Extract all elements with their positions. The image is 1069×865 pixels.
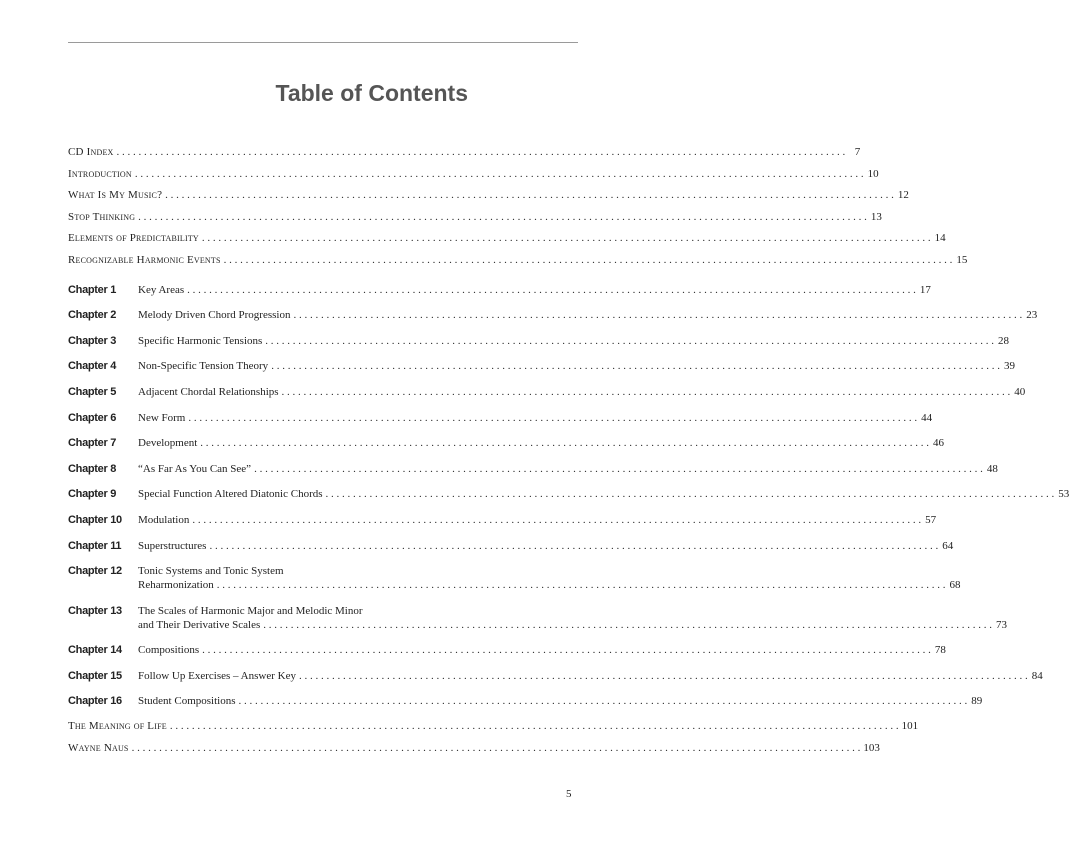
chapter-entry — [68, 539, 954, 553]
chapter-label: Chapter 12 — [68, 565, 122, 578]
chapter-body — [138, 694, 982, 708]
chapter-label: Chapter 10 — [68, 513, 122, 526]
chapter-entry — [68, 283, 931, 297]
chapter-title-line — [138, 334, 1009, 348]
dot-leader — [132, 742, 861, 754]
chapter-body — [138, 308, 1037, 322]
chapter-label: Chapter 11 — [68, 539, 122, 552]
toc-entry — [68, 210, 882, 223]
chapter-title-line — [138, 411, 932, 425]
dot-leader — [326, 487, 1055, 501]
chapter-title-line — [138, 487, 1069, 501]
chapter-label: Chapter 4 — [68, 360, 117, 373]
dot-leader — [263, 618, 992, 632]
chapter-body — [138, 359, 1015, 373]
chapter-page: 48 — [986, 462, 998, 475]
dot-leader — [192, 513, 921, 527]
front-matter-list — [68, 146, 968, 266]
dot-leader — [202, 232, 931, 244]
chapter-title: Key Areas — [138, 283, 185, 296]
dot-leader — [170, 720, 899, 732]
chapter-entry — [68, 385, 1026, 399]
chapter-entry — [68, 564, 961, 592]
chapter-body — [138, 564, 961, 592]
entry-title: CD Index — [68, 146, 114, 158]
entry-title: Elements of Predictability — [68, 232, 199, 245]
chapter-entry — [68, 604, 1008, 632]
dot-leader — [293, 308, 1022, 322]
chapter-entry — [68, 513, 937, 527]
chapter-title: Adjacent Chordal Relationships — [138, 385, 279, 398]
chapter-title: New Form — [138, 411, 186, 424]
dot-leader — [135, 168, 864, 180]
chapter-page: 89 — [971, 695, 983, 708]
chapter-title: Non-Specific Tension Theory — [138, 360, 269, 373]
chapter-title-line — [138, 385, 1025, 399]
chapter-entry — [68, 308, 1038, 322]
chapter-label: Chapter 5 — [68, 385, 117, 398]
chapter-title-line — [138, 564, 961, 578]
entry-title: Recognizable Harmonic Events — [68, 253, 221, 266]
entry-page: 14 — [934, 232, 946, 245]
page-number: 5 — [566, 788, 572, 800]
chapter-entry — [68, 462, 998, 476]
header-rule — [68, 42, 578, 43]
chapter-title-line — [138, 283, 931, 297]
chapter-page: 57 — [925, 513, 937, 526]
chapter-title: Melody Driven Chord Progression — [138, 309, 291, 322]
chapter-entry — [68, 334, 1010, 348]
chapter-page: 28 — [998, 334, 1010, 347]
toc-entry — [68, 742, 880, 755]
toc-entry — [68, 146, 861, 158]
toc-entry — [68, 189, 909, 202]
back-matter-list — [68, 720, 919, 755]
chapter-title-line — [138, 604, 1007, 618]
dot-leader — [202, 643, 931, 657]
chapter-label: Chapter 7 — [68, 437, 117, 450]
entry-page: 103 — [863, 742, 880, 755]
chapter-title: Specific Harmonic Tensions — [138, 334, 263, 347]
chapter-title: and Their Derivative Scales — [138, 618, 261, 631]
entry-page: 13 — [870, 210, 882, 223]
chapter-entry — [68, 359, 1015, 373]
chapter-title-line — [138, 694, 982, 708]
chapter-label: Chapter 6 — [68, 411, 117, 424]
chapter-label: Chapter 1 — [68, 283, 117, 296]
chapter-label: Chapter 14 — [68, 644, 122, 657]
chapter-body — [138, 513, 936, 527]
entry-title: Introduction — [68, 167, 132, 180]
chapter-body — [138, 539, 953, 553]
chapter-title: Superstructures — [138, 539, 207, 552]
entry-page: 101 — [901, 720, 919, 733]
chapter-title: Reharmonization — [138, 579, 214, 592]
chapter-label: Chapter 13 — [68, 604, 122, 617]
chapter-title-line — [138, 669, 1043, 683]
dot-leader — [200, 436, 929, 450]
chapter-label: Chapter 2 — [68, 309, 117, 322]
chapter-title-line — [138, 513, 936, 527]
chapter-title: Special Function Altered Diatonic Chords — [138, 488, 323, 501]
chapter-title: Follow Up Exercises – Answer Key — [138, 669, 296, 682]
chapter-body — [138, 487, 1069, 501]
chapter-body — [138, 385, 1025, 399]
chapter-page: 39 — [1003, 360, 1015, 373]
chapter-entry — [68, 487, 1069, 501]
chapter-title: “As Far As You Can See” — [138, 462, 252, 475]
chapter-title: Student Compositions — [138, 695, 236, 708]
entry-page: 15 — [956, 253, 968, 266]
chapter-label: Chapter 9 — [68, 488, 117, 501]
chapter-page: 64 — [942, 539, 954, 552]
chapter-label: Chapter 8 — [68, 462, 117, 475]
chapter-title: Compositions — [138, 644, 200, 657]
chapter-body — [138, 334, 1009, 348]
dot-leader — [271, 359, 1000, 373]
chapter-body — [138, 669, 1043, 683]
dot-leader — [188, 411, 917, 425]
chapter-page: 44 — [921, 411, 933, 424]
chapter-body — [138, 462, 998, 476]
chapter-page: 17 — [919, 283, 931, 296]
chapter-title: Modulation — [138, 513, 190, 526]
chapter-entry — [68, 694, 983, 708]
toc-entry — [68, 232, 946, 245]
chapter-label: Chapter 15 — [68, 669, 122, 682]
dot-leader — [299, 669, 1028, 683]
page-title: Table of Contents — [275, 80, 468, 106]
chapter-label: Chapter 3 — [68, 334, 117, 347]
dot-leader — [254, 462, 983, 476]
entry-title: What Is My Music? — [68, 189, 163, 202]
chapter-title-line — [138, 462, 998, 476]
chapter-body — [138, 436, 944, 450]
entry-title: The Meaning of Life — [68, 720, 167, 733]
entry-page: 12 — [897, 189, 909, 202]
table-of-contents — [68, 146, 1069, 764]
chapter-entry — [68, 643, 946, 657]
chapter-title: The Scales of Harmonic Major and Melodic Minor — [138, 604, 363, 617]
entry-page: 10 — [867, 167, 879, 180]
chapter-list — [68, 283, 1069, 709]
chapter-page: 53 — [1058, 488, 1069, 501]
dot-leader — [187, 283, 916, 297]
toc-entry — [68, 253, 968, 266]
chapter-body — [138, 604, 1007, 632]
chapter-title: Tonic Systems and Tonic System — [138, 565, 284, 578]
chapter-title-line — [138, 578, 961, 592]
chapter-title-line — [138, 618, 1007, 632]
entry-page: 7 — [854, 146, 861, 158]
chapter-body — [138, 283, 931, 297]
dot-leader — [165, 189, 894, 201]
dot-leader — [209, 539, 938, 553]
chapter-entry — [68, 669, 1043, 683]
chapter-entry — [68, 436, 945, 450]
chapter-page: 68 — [949, 579, 961, 592]
dot-leader — [239, 694, 968, 708]
entry-title: Stop Thinking — [68, 210, 136, 223]
chapter-title-line — [138, 359, 1015, 373]
chapter-entry — [68, 411, 933, 425]
chapter-page: 23 — [1026, 309, 1038, 322]
dot-leader — [117, 146, 846, 158]
chapter-label: Chapter 16 — [68, 695, 122, 708]
chapter-title-line — [138, 539, 953, 553]
dot-leader — [282, 385, 1011, 399]
entry-title: Wayne Naus — [68, 742, 129, 755]
toc-entry — [68, 167, 879, 180]
chapter-title: Development — [138, 437, 198, 450]
chapter-body — [138, 411, 932, 425]
chapter-page: 40 — [1014, 385, 1026, 398]
dot-leader — [224, 254, 953, 266]
chapter-page: 46 — [933, 437, 945, 450]
chapter-title-line — [138, 643, 946, 657]
chapter-page: 73 — [996, 618, 1008, 631]
dot-leader — [217, 578, 946, 592]
chapter-page: 78 — [934, 644, 946, 657]
chapter-body — [138, 643, 946, 657]
toc-entry — [68, 720, 919, 733]
dot-leader — [265, 334, 994, 348]
chapter-page: 84 — [1031, 669, 1043, 682]
chapter-title-line — [138, 308, 1037, 322]
chapter-title-line — [138, 436, 944, 450]
dot-leader — [138, 211, 867, 223]
